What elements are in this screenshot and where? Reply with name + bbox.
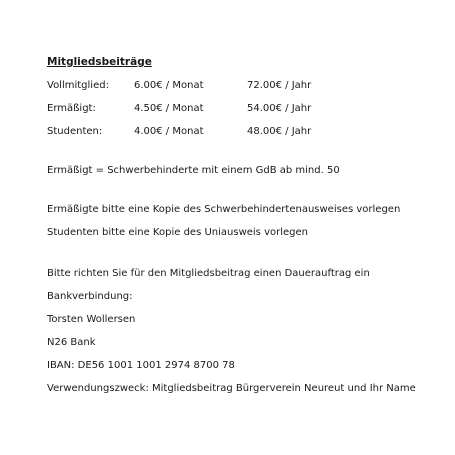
payment-purpose: Verwendungszweck: Mitgliedsbeitrag Bürgerverein Neureut und Ihr Name	[47, 383, 416, 394]
fee-monthly: 4.50€ / Monat	[134, 103, 204, 114]
fee-row-students	[47, 125, 447, 139]
fee-yearly: 54.00€ / Jahr	[247, 103, 312, 114]
fee-category: Studenten:	[47, 126, 103, 137]
standing-order-text: Bitte richten Sie für den Mitgliedsbeitrag einen Dauerauftrag ein	[47, 268, 370, 279]
reduced-definition-note: Ermäßigt = Schwerbehinderte mit einem GdB ab mind. 50	[47, 165, 340, 176]
page-title: Mitgliedsbeiträge	[47, 56, 152, 68]
fee-category: Vollmitglied:	[47, 80, 109, 91]
account-holder: Torsten Wollersen	[47, 314, 136, 325]
iban: IBAN: DE56 1001 1001 2974 8700 78	[47, 360, 235, 371]
fee-row-reduced	[47, 102, 447, 116]
requirement-reduced: Ermäßigte bitte eine Kopie des Schwerbehindertenausweises vorlegen	[47, 204, 401, 215]
bank-details-label: Bankverbindung:	[47, 291, 133, 302]
fee-category: Ermäßigt:	[47, 103, 96, 114]
document-body	[47, 55, 447, 396]
fee-monthly: 4.00€ / Monat	[134, 126, 204, 137]
bank-name: N26 Bank	[47, 337, 96, 348]
requirement-students: Studenten bitte eine Kopie des Uniausweis vorlegen	[47, 227, 308, 238]
fee-yearly: 48.00€ / Jahr	[247, 126, 312, 137]
fee-monthly: 6.00€ / Monat	[134, 80, 204, 91]
fee-yearly: 72.00€ / Jahr	[247, 80, 312, 91]
fee-row-full-member	[47, 79, 447, 93]
